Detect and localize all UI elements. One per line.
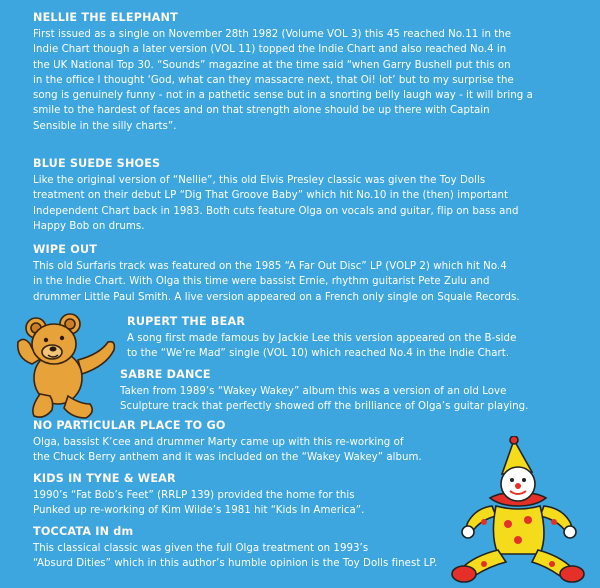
section-body	[33, 488, 364, 519]
body-line: Sensible in the silly charts”.	[33, 120, 177, 132]
section-wipe-out	[33, 242, 520, 305]
body-line: 1990’s “Fat Bob’s Feet” (RRLP 139) provided the home for this	[33, 490, 355, 501]
body-line: Independent Chart back in 1983. Both cuts feature Olga on vocals and guitar, flip on bass and	[33, 205, 519, 217]
section-toccata-in-dm	[33, 524, 437, 572]
section-nellie-the-elephant	[33, 10, 533, 134]
body-line: Taken from 1989’s “Wakey Wakey” album this was a version of an old Love	[120, 386, 507, 397]
body-line: “Absurd Dities” which in this author’s humble opinion is the Toy Dolls finest LP.	[33, 558, 438, 570]
section-title: RUPERT THE BEAR	[127, 315, 246, 328]
body-line: Punked up re-working of Kim Wilde’s 1981 hit “Kids In America”.	[33, 505, 365, 517]
body-line: in the office I thought ‘God, what can they massacre next, that Oi! lot’ but to my surprise the	[33, 74, 514, 86]
body-line: A song first made famous by Jackie Lee this version appeared on the B-side	[127, 333, 517, 344]
section-sabre-dance	[120, 367, 528, 415]
body-line: This old Surfaris track was featured on the 1985 “A Far Out Disc” LP (VOLP 2) which hit No.4	[33, 261, 507, 272]
teddy-bear-illustration	[12, 312, 120, 422]
section-kids-in-tyne-and-wear	[33, 471, 364, 519]
body-line: drummer Little Paul Smith. A live version appeared on a French only single on Squale Records.	[33, 291, 520, 303]
section-body	[33, 27, 533, 134]
section-title: NELLIE THE ELEPHANT	[33, 11, 178, 24]
section-title: KIDS IN TYNE & WEAR	[33, 472, 176, 485]
body-line: the UK National Top 30. “Sounds” magazine at the time said “when Garry Bushell put this on	[33, 59, 511, 71]
section-blue-suede-shoes	[33, 156, 518, 234]
body-line: First issued as a single on November 28th 1982 (Volume VOL 3) this 45 reached No.11 in the	[33, 29, 512, 40]
body-line: to the “We’re Mad” single (VOL 10) which reached No.4 in the Indie Chart.	[127, 348, 510, 360]
body-line: the Chuck Berry anthem and it was included on the “Wakey Wakey” album.	[33, 452, 422, 464]
body-line: Sculpture track that perfectly showed off the brilliance of Olga’s guitar playing.	[120, 401, 529, 413]
section-body	[33, 173, 518, 234]
body-line: treatment on their debut LP “Dig That Groove Baby” which hit No.10 in the (then) important	[33, 190, 509, 202]
section-title: NO PARTICULAR PLACE TO GO	[33, 419, 226, 432]
section-title: WIPE OUT	[33, 243, 98, 256]
body-line: Happy Bob on drums.	[33, 220, 145, 232]
body-line: in the Indie Chart. With Olga this time were bassist Ernie, rhythm guitarist Pete Zulu and	[33, 276, 490, 288]
section-body	[120, 384, 528, 415]
body-line: song is genuinely funny - not in a pathetic sense but in a snorting belly laugh way - it will bring a	[33, 90, 533, 102]
section-body	[33, 435, 422, 466]
section-no-particular-place-to-go	[33, 418, 422, 466]
clown-doll-illustration	[444, 436, 596, 586]
section-title: TOCCATA IN dm	[33, 525, 134, 538]
body-line: Olga, bassist K’cee and drummer Marty came up with this re-working of	[33, 437, 404, 448]
section-body	[33, 541, 437, 572]
body-line: Like the original version of “Nellie”, this old Elvis Presley classic was given the Toy Dolls	[33, 175, 486, 186]
section-body	[127, 331, 516, 362]
body-line: Indie Chart though a later version (VOL 11) topped the Indie Chart and also reached No.4 in	[33, 44, 507, 56]
section-rupert-the-bear	[127, 314, 516, 362]
section-title: SABRE DANCE	[120, 368, 211, 381]
section-body	[33, 259, 520, 305]
body-line: This classical classic was given the full Olga treatment on 1993’s	[33, 543, 369, 554]
section-title: BLUE SUEDE SHOES	[33, 157, 161, 170]
body-line: smile to the hardest of faces and on that strength alone should be up there with Captain	[33, 105, 490, 117]
